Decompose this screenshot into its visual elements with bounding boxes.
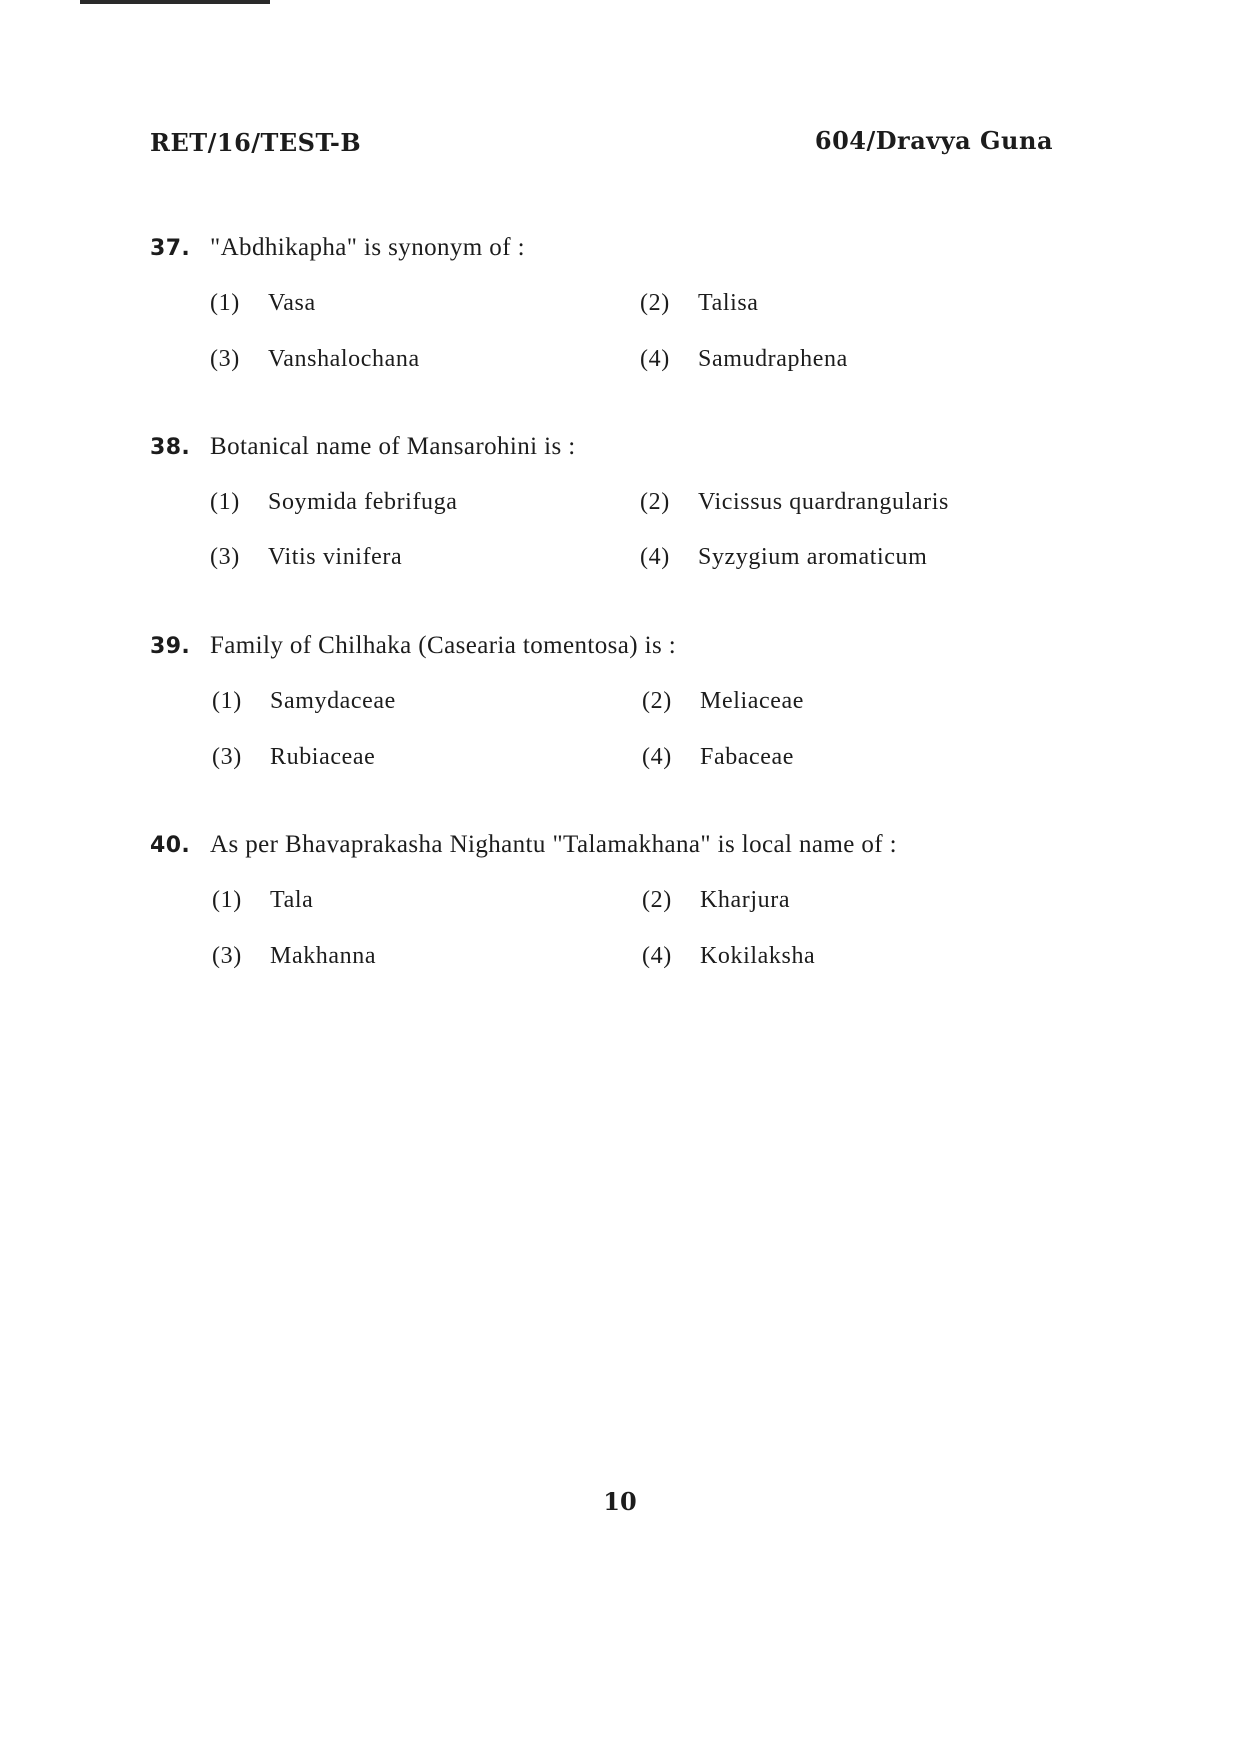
option-text: Talisa — [698, 290, 759, 316]
question-stem — [150, 433, 1050, 461]
question-39 — [150, 632, 1050, 770]
option-number: (2) — [642, 688, 672, 714]
option-text: Meliaceae — [700, 688, 804, 714]
option-3 — [210, 544, 402, 571]
option-2 — [642, 887, 790, 914]
option-number: (4) — [642, 943, 672, 969]
subject-code: 604/Dravya Guna — [814, 126, 1053, 155]
question-stem — [150, 234, 1050, 262]
option-text: Samudraphena — [698, 346, 848, 372]
option-1 — [210, 489, 458, 516]
option-text: Vicissus quardrangularis — [698, 489, 949, 515]
option-number: (2) — [640, 489, 670, 515]
option-2 — [640, 489, 949, 516]
option-number: (2) — [640, 290, 670, 316]
option-4 — [640, 346, 848, 373]
question-number: 38. — [150, 435, 191, 460]
option-text: Rubiaceae — [270, 744, 376, 770]
option-4 — [642, 943, 815, 970]
question-text: "Abdhikapha" is synonym of : — [210, 234, 525, 261]
option-3 — [210, 346, 420, 373]
option-text: Tala — [270, 887, 314, 913]
option-text: Vitis vinifera — [268, 544, 403, 570]
option-3 — [212, 744, 375, 771]
option-number: (3) — [212, 744, 242, 770]
option-2 — [642, 688, 804, 715]
option-text: Vasa — [268, 290, 316, 316]
option-number: (1) — [210, 489, 240, 515]
exam-code: RET/16/TEST-B — [150, 128, 362, 157]
option-number: (1) — [210, 290, 240, 316]
option-number: (4) — [642, 744, 672, 770]
question-number: 39. — [150, 634, 191, 659]
option-text: Samydaceae — [270, 688, 396, 714]
option-text: Fabaceae — [700, 744, 795, 770]
option-3 — [212, 943, 376, 970]
page-number: 10 — [603, 1487, 637, 1516]
option-1 — [212, 688, 396, 715]
question-37 — [150, 234, 1050, 372]
question-number: 37. — [150, 236, 191, 261]
option-number: (1) — [212, 887, 242, 913]
scan-artifact-mark — [80, 0, 270, 4]
option-number: (4) — [640, 346, 670, 372]
option-text: Syzygium aromaticum — [698, 544, 928, 570]
option-text: Soymida febrifuga — [268, 489, 458, 515]
option-1 — [210, 290, 316, 317]
option-4 — [642, 744, 794, 771]
question-stem — [150, 831, 1050, 859]
option-number: (3) — [210, 346, 240, 372]
option-text: Vanshalochana — [268, 346, 420, 372]
option-text: Kharjura — [700, 887, 791, 913]
question-text: As per Bhavaprakasha Nighantu "Talamakhana" is local name of : — [210, 831, 897, 858]
option-text: Makhanna — [270, 943, 377, 969]
question-number: 40. — [150, 833, 191, 858]
option-4 — [640, 544, 927, 571]
option-1 — [212, 887, 313, 914]
question-stem — [150, 632, 1050, 660]
option-number: (4) — [640, 544, 670, 570]
question-40 — [150, 831, 1050, 969]
option-number: (3) — [210, 544, 240, 570]
question-text: Family of Chilhaka (Casearia tomentosa) is : — [210, 632, 677, 659]
option-text: Kokilaksha — [700, 943, 816, 969]
question-38 — [150, 433, 1050, 570]
option-number: (1) — [212, 688, 242, 714]
question-text: Botanical name of Mansarohini is : — [210, 433, 576, 460]
option-2 — [640, 290, 759, 317]
option-number: (2) — [642, 887, 672, 913]
option-number: (3) — [212, 943, 242, 969]
